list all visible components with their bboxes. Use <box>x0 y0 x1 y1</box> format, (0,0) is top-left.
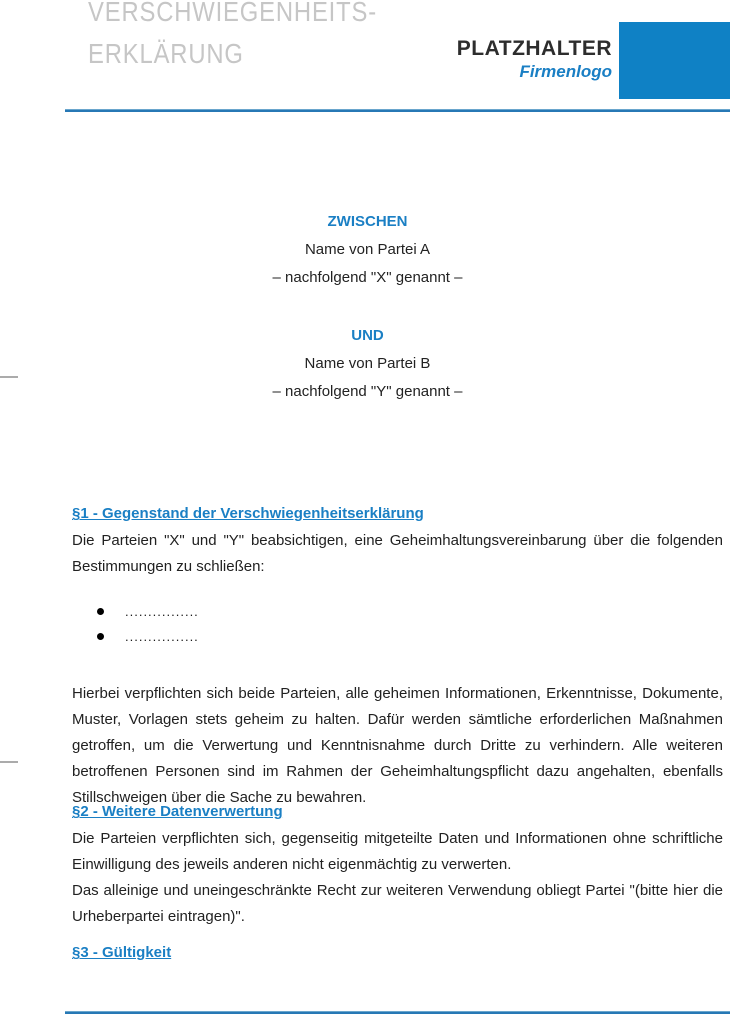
section-2-body <box>72 826 723 930</box>
party-b-name: Name von Partei B <box>304 355 431 372</box>
logo-placeholder-square <box>619 22 730 99</box>
section-1-intro: Die Parteien "X" und "Y" beabsichtigen, eine Geheimhaltungsvereinbarung über die folgenden Bestimmungen zu schließen: <box>72 532 723 575</box>
fold-mark-top <box>0 376 18 378</box>
document-title-line2: ERKLÄRUNG <box>88 38 244 69</box>
fold-mark-bottom <box>0 761 18 763</box>
and-label: UND <box>351 327 384 344</box>
section-2-heading[interactable]: §2 - Weitere Datenverwertung <box>72 803 283 820</box>
party-a-alias: – nachfolgend "X" genannt – <box>272 269 463 286</box>
party-a-name: Name von Partei A <box>304 241 431 258</box>
logo-placeholder-name: PLATZHALTER <box>456 37 612 60</box>
document-title-line1: VERSCHWIEGENHEITS- <box>88 0 378 27</box>
footer-divider-rule <box>65 1011 730 1014</box>
company-logo-text <box>457 37 612 82</box>
list-item <box>97 599 199 624</box>
bullet-list <box>97 599 199 649</box>
between-label: ZWISCHEN <box>327 213 408 230</box>
party-b-alias: – nachfolgend "Y" genannt – <box>272 383 463 400</box>
bullet-placeholder-text: ................ <box>125 604 199 619</box>
header-divider-rule <box>65 109 730 112</box>
bullet-placeholder-text: ................ <box>125 629 199 644</box>
list-item <box>97 624 199 649</box>
section-1-body: Hierbei verpflichten sich beide Parteien, alle geheimen Informationen, Erkenntnisse, Dokumente, Muster, Vorlagen stets geheim zu halten. Dafür werden sämtliche erforderlichen Maßnahmen getroffen, um die Verwertung und Kenntnisnahme durch Dritte zu verhindern. Alle weiteren betroffenen Personen sind im Rahmen der Geheimhaltungspflicht dazu angehalten, ebenfalls Stillschweigen über die Sache zu bewahren. <box>72 685 723 806</box>
bullet-icon <box>97 633 104 640</box>
section-2-paragraph-2: Das alleinige und uneingeschränkte Recht zur weiteren Verwendung obliegt Partei "(bitte hier die Urheberpartei eintragen)". <box>72 882 723 925</box>
section-3-heading[interactable]: §3 - Gültigkeit <box>72 944 172 961</box>
section-1-heading[interactable]: §1 - Gegenstand der Verschwiegenheitserklärung <box>72 505 424 522</box>
logo-tagline: Firmenlogo <box>519 62 612 81</box>
bullet-icon <box>97 608 104 615</box>
section-2-paragraph-1: Die Parteien verpflichten sich, gegenseitig mitgeteilte Daten und Informationen ohne schriftliche Einwilligung des jeweils anderen nicht eigenmächtig zu verwerten. <box>72 830 723 873</box>
document-title <box>88 0 377 75</box>
